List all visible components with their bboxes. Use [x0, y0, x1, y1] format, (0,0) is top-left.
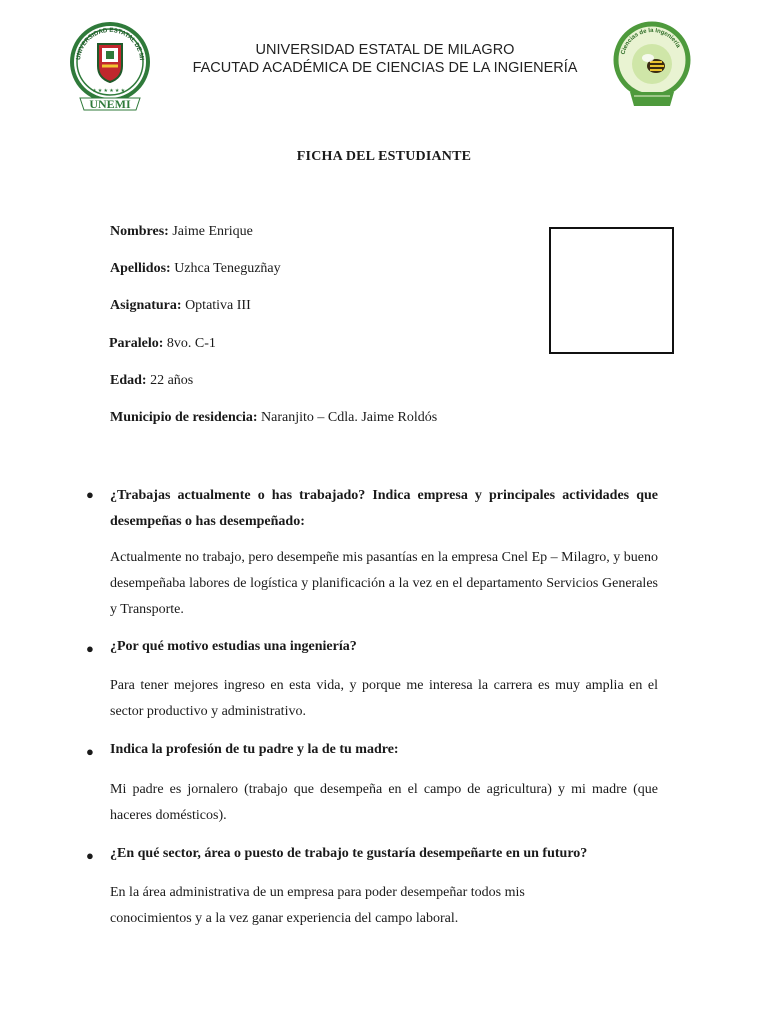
photo-placeholder: [549, 227, 674, 354]
field-value: Jaime Enrique: [172, 224, 253, 239]
field-label: Municipio de residencia:: [110, 410, 258, 425]
bullet-icon: ●: [86, 641, 94, 656]
field-value: Uzhca Teneguzñay: [174, 261, 281, 276]
field-value: 22 años: [150, 373, 194, 388]
field-label: Paralelo:: [109, 336, 164, 351]
faculty-name: FACUTAD ACADÉMICA DE CIENCIAS DE LA INGIENERÍA: [192, 60, 578, 76]
bullet-icon: ●: [86, 487, 94, 502]
svg-text:UNEMI: UNEMI: [89, 97, 131, 111]
university-name: UNIVERSIDAD ESTATAL DE MILAGRO: [255, 42, 515, 58]
document-title: FICHA DEL ESTUDIANTE: [296, 149, 472, 164]
svg-text:UNIVERSIDAD ESTATAL DE MILAGRO: UNIVERSIDAD ESTATAL DE MI: [75, 26, 145, 61]
field-value: Naranjito – Cdla. Jaime Roldós: [261, 410, 438, 425]
field-paralelo: [109, 336, 216, 352]
faculty-seal-icon: [612, 20, 692, 110]
field-label: Asignatura:: [110, 298, 182, 313]
question-4: ¿En qué sector, área o puesto de trabajo te gustaría desempeñarte en un futuro?: [110, 846, 588, 861]
svg-text:Ciencias de la Ingeniería: Ciencias de la Ingeniería: [620, 27, 681, 56]
field-nombres: [110, 224, 253, 240]
field-label: Edad:: [110, 373, 147, 388]
field-value: 8vo. C-1: [166, 336, 216, 351]
question-3: Indica la profesión de tu padre y la de tu madre:: [110, 742, 399, 757]
question-2: ¿Por qué motivo estudias una ingeniería?: [110, 639, 357, 654]
answer-1: Actualmente no trabajo, pero desempeñe mis pasantías en la empresa Cnel Ep – Milagro, y bueno desempeñaba labores de logística y planificación a la vez en el departamento Servicios Generales y Transporte.: [110, 550, 658, 617]
answer-3: Mi padre es jornalero (trabajo que desempeña en el campo de agricultura) y mi madre (que haceres domésticos).: [110, 782, 658, 823]
field-asignatura: [110, 298, 251, 314]
question-1: ¿Trabajas actualmente o has trabajado? Indica empresa y principales actividades que desempeñas o has desempeñado:: [110, 488, 658, 529]
svg-text:★ ★ ★ ★ ★ ★: ★ ★ ★ ★ ★ ★: [92, 89, 126, 94]
bullet-icon: ●: [86, 744, 94, 759]
answer-4: En la área administrativa de un empresa para poder desempeñar todos mis conocimientos y a la vez ganar experiencia del campo laboral.: [110, 885, 525, 926]
field-edad: [110, 373, 193, 389]
field-label: Apellidos:: [110, 261, 171, 276]
university-seal-icon: [66, 20, 158, 114]
bullet-icon: ●: [86, 848, 94, 863]
answer-2: Para tener mejores ingreso en esta vida, y porque me interesa la carrera es muy amplia en el sector productivo y administrativo.: [110, 678, 658, 719]
field-label: Nombres:: [110, 224, 169, 239]
field-municipio: [110, 410, 437, 426]
field-value: Optativa III: [185, 298, 251, 313]
field-apellidos: [110, 261, 281, 277]
